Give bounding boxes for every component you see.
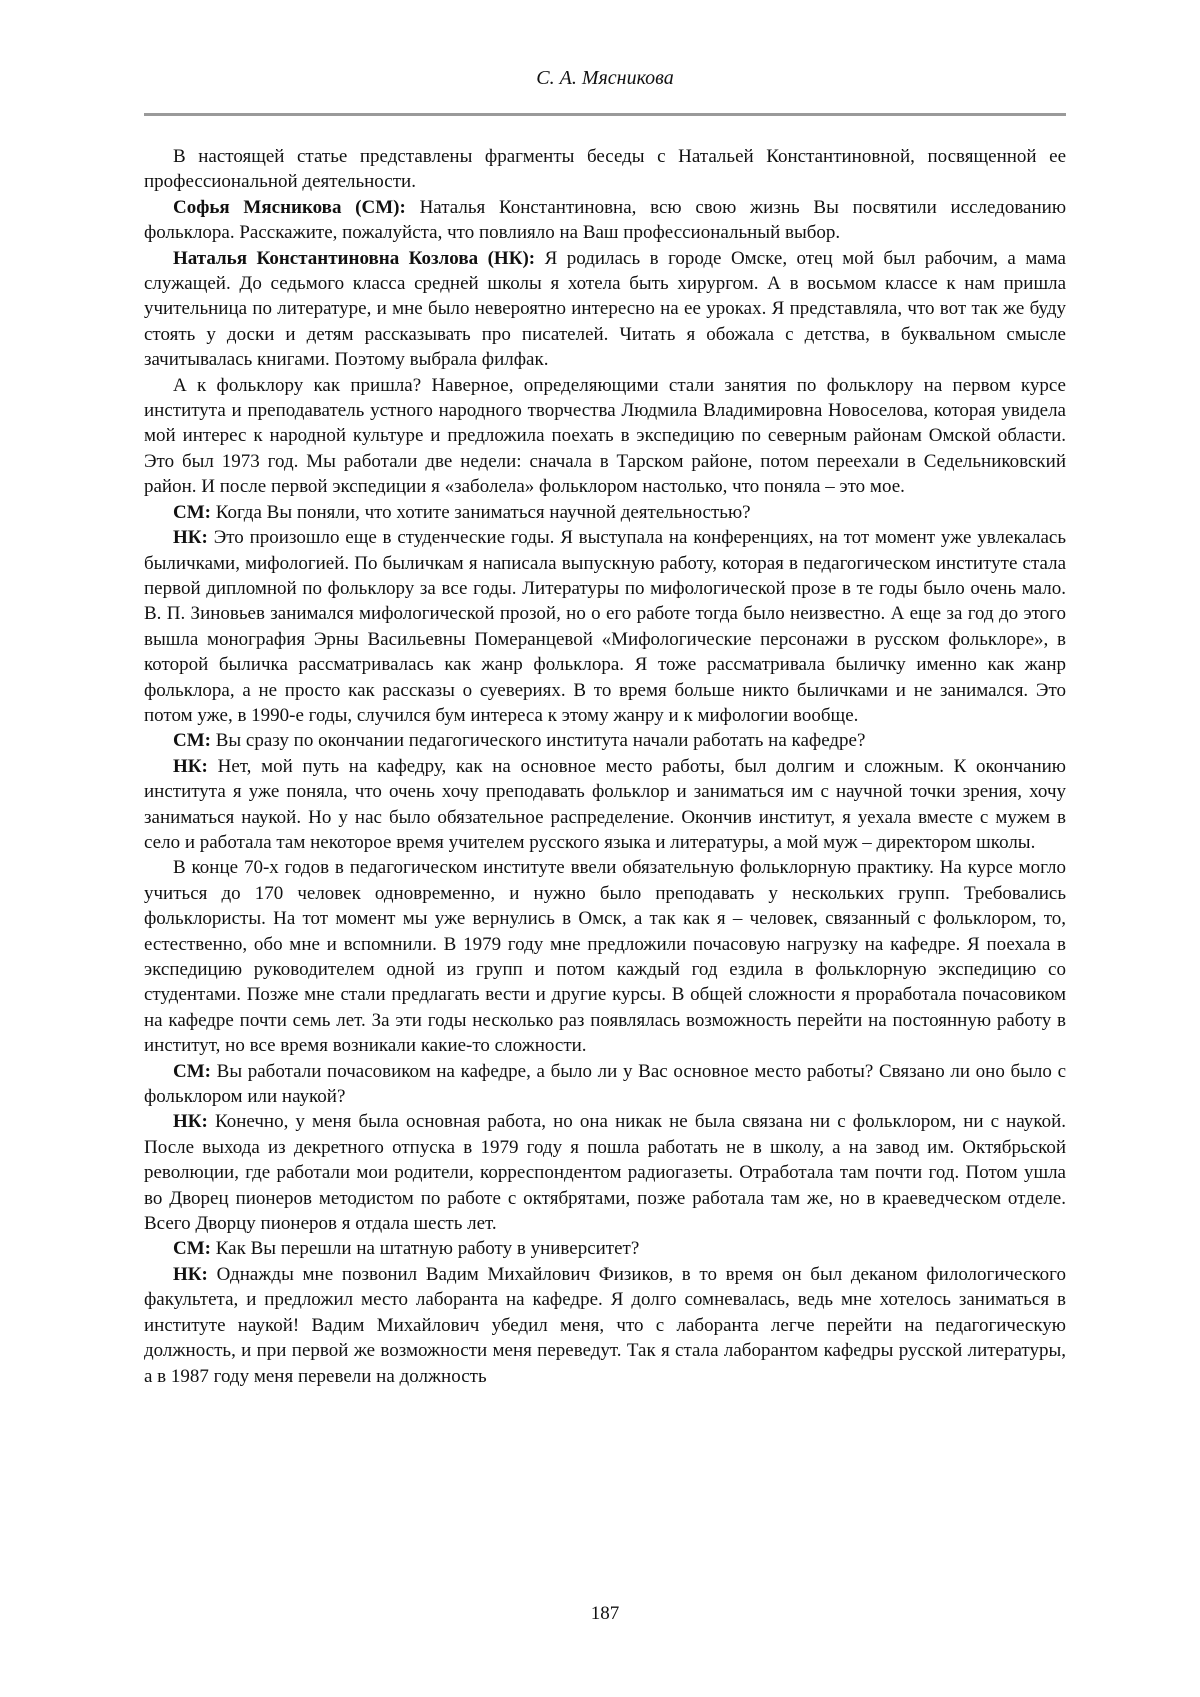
paragraph — [144, 855, 1066, 1058]
paragraph-text: Вы работали почасовиком на кафедре, а было ли у Вас основное место работы? Связано ли оно было с фольклором или наукой? — [144, 1060, 1067, 1108]
speaker-label: НК: — [173, 527, 208, 549]
speaker-label: НК: — [173, 755, 208, 777]
speaker-label: СМ: — [173, 1238, 211, 1260]
article-body — [144, 144, 1066, 1389]
paragraph-text: Наталья Константиновна, всю свою жизнь Вы посвятили исследованию фольклора. Расскажите, пожалуйста, что повлияло на Ваш профессиональный выбор. — [144, 196, 1067, 244]
paragraph-text: Нет, мой путь на кафедру, как на основное место работы, был долгим и сложным. К окончанию института я уже поняла, что очень хочу преподавать фольклор и заниматься им с научной точки зрения, хочу заниматься наукой. Но у нас было обязательное распределение. Окончив институт, я уехала вместе с мужем в село и работала там некоторое время учителем русского языка и литературы, а мой муж – директором школы. — [144, 755, 1066, 853]
paragraph — [144, 728, 1066, 753]
paragraph — [144, 373, 1066, 500]
paragraph-text: Однажды мне позвонил Вадим Михайлович Физиков, в то время он был деканом филологического факультета, и предложил место лаборанта на кафедре. Я долго сомневалась, ведь мне хотелось заниматься в институте наукой! Вадим Михайлович убедил меня, что с лаборанта легче перейти на педагогическую должность, и при первой же возможности меня переведут. Так я стала лаборантом кафедры русской литературы, а в 1987 году меня перевели на должность — [144, 1263, 1066, 1387]
running-head: С. А. Мясникова — [536, 67, 674, 89]
speaker-label: Софья Мясникова (СМ): — [173, 196, 406, 218]
paragraph — [144, 1262, 1066, 1389]
speaker-label: НК: — [173, 1263, 208, 1285]
paragraph-text: Как Вы перешли на штатную работу в университет? — [215, 1238, 640, 1260]
paragraph-text: Вы сразу по окончании педагогического института начали работать на кафедре? — [215, 730, 866, 752]
paragraph-text: А к фольклору как пришла? Наверное, определяющими стали занятия по фольклору на первом курсе института и преподаватель устного народного творчества Людмила Владимировна Новоселова, которая увидела мой интерес к народной культуре и предложила поехать в экспедицию по северным районам Омской области. Это был 1973 год. Мы работали две недели: сначала в Тарском районе, потом переехали в Седельниковский район. И после первой экспедиции я «заболела» фольклором настолько, что поняла – это мое. — [144, 374, 1066, 498]
speaker-label: СМ: — [173, 730, 211, 752]
page-number: 187 — [590, 1603, 620, 1624]
header-rule — [144, 113, 1066, 116]
speaker-label: Наталья Константиновна Козлова (НК): — [173, 247, 536, 269]
paragraph — [144, 246, 1066, 373]
paragraph — [144, 1109, 1066, 1236]
paragraph — [144, 1059, 1066, 1110]
paragraph-text: В конце 70-х годов в педагогическом институте ввели обязательную фольклорную практику. На курсе могло учиться до 170 человек одновременно, и нужно было преподавать у нескольких групп. Требовались фольклористы. На тот момент мы уже вернулись в Омск, а так как я – человек, связанный с фольклором, то, естественно, обо мне и вспомнили. В 1979 году мне предложили почасовую нагрузку на кафедре. Я поехала в экспедицию руководителем одной из групп и потом каждый год ездила в фольклорную экспедицию со студентами. Позже мне стали предлагать вести и другие курсы. В общей сложности я проработала почасовиком на кафедре почти семь лет. За эти годы несколько раз появлялась возможность перейти на постоянную работу в институт, но все время возникали какие-то сложности. — [144, 857, 1066, 1057]
paragraph — [144, 1236, 1066, 1261]
paragraph — [144, 754, 1066, 856]
speaker-label: СМ: — [173, 1060, 211, 1082]
speaker-label: НК: — [173, 1111, 208, 1133]
paragraph — [144, 195, 1066, 246]
speaker-label: СМ: — [173, 501, 211, 523]
paragraph-text: В настоящей статье представлены фрагменты беседы с Натальей Константиновной, посвященной ее профессиональной деятельности. — [144, 146, 1066, 193]
paragraph — [144, 525, 1066, 728]
paragraph-text: Я родилась в городе Омске, отец мой был рабочим, а мама служащей. До седьмого класса средней школы я хотела быть хирургом. А в восьмом классе к нам пришла учительница по литературе, и мне было невероятно интересно на ее уроках. Я представляла, что вот так же буду стоять у доски и детям рассказывать про писателей. Читать я обожала с детства, в буквальном смысле зачитывалась книгами. Поэтому выбрала филфак. — [144, 247, 1066, 371]
paragraph — [144, 144, 1066, 195]
paragraph-text: Это произошло еще в студенческие годы. Я выступала на конференциях, на тот момент уже увлекалась быличками, мифологией. По быличкам я написала выпускную работу, которая в педагогическом институте стала первой дипломной по фольклору за все годы. Литературы по мифологической прозе в те годы было очень мало. В. П. Зиновьев занимался мифологической прозой, но о его работе тогда было неизвестно. А еще за год до этого вышла монография Эрны Васильевны Померанцевой «Мифологические персонажи в русском фольклоре», в которой быличка рассматривалась как жанр фольклора. Я тоже рассматривала быличку именно как жанр фольклора, а не просто как рассказы о суевериях. В то время больше никто быличками и не занимался. Это потом уже, в 1990-е годы, случился бум интереса к этому жанру и к мифологии вообще. — [144, 527, 1066, 726]
paragraph-text: Конечно, у меня была основная работа, но она никак не была связана ни с фольклором, ни с наукой. После выхода из декретного отпуска в 1979 году я пошла работать не в школу, а на завод им. Октябрьской революции, где работали мои родители, корреспондентом радиогазеты. Отработала там почти год. Потом ушла во Дворец пионеров методистом по работе с октябрятами, позже работала там же, но в краеведческом отделе. Всего Дворцу пионеров я отдала шесть лет. — [144, 1111, 1067, 1235]
paragraph-text: Когда Вы поняли, что хотите заниматься научной деятельностью? — [215, 501, 751, 523]
paragraph — [144, 500, 1066, 525]
